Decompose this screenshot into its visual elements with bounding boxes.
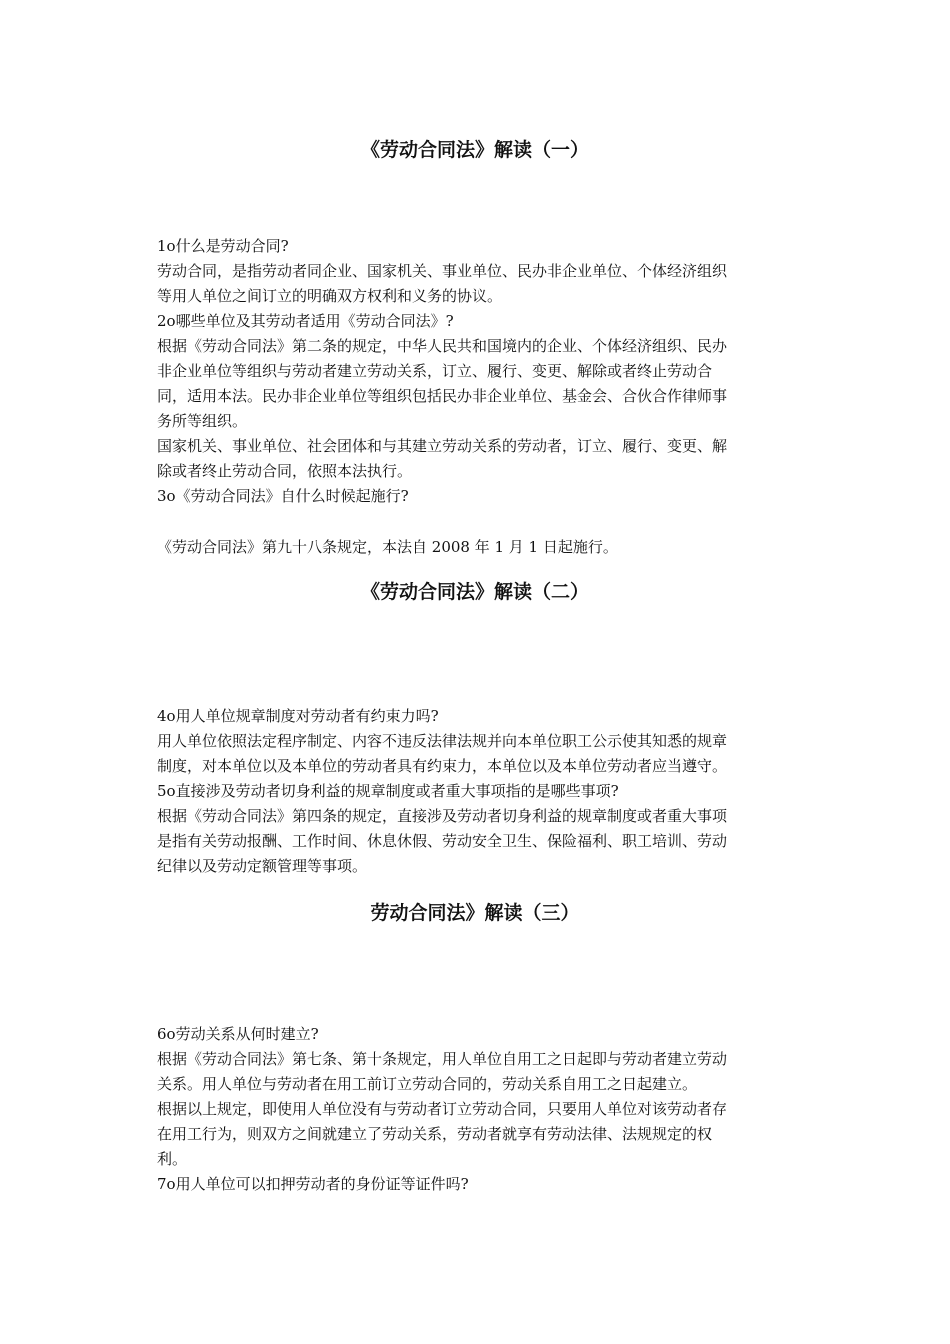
paragraph-line: 用人单位依照法定程序制定、内容不违反法律法规并向本单位职工公示使其知悉的规章: [157, 732, 728, 750]
paragraph-line: 《劳动合同法》第九十八条规定，本法自 2008 年 1 月 1 日起施行。: [157, 538, 618, 556]
paragraph-line: 同，适用本法。民办非企业单位等组织包括民办非企业单位、基金会、合伙合作律师事: [157, 387, 728, 405]
paragraph-line: 劳动合同，是指劳动者同企业、国家机关、事业单位、民办非企业单位、个体经济组织: [157, 262, 728, 280]
paragraph-line: 根据《劳动合同法》第七条、第十条规定，用人单位自用工之日起即与劳动者建立劳动: [157, 1050, 728, 1068]
question-5: 5ο直接涉及劳动者切身利益的规章制度或者重大事项指的是哪些事项?: [157, 782, 619, 800]
question-3: 3ο《劳动合同法》自什么时候起施行?: [157, 487, 409, 505]
question-7: 7ο用人单位可以扣押劳动者的身份证等证件吗?: [157, 1175, 469, 1193]
section-2-title: 《劳动合同法》解读（二）: [360, 581, 589, 603]
paragraph-line: 制度，对本单位以及本单位的劳动者具有约束力，本单位以及本单位劳动者应当遵守。: [157, 757, 728, 775]
paragraph-line: 利。: [157, 1150, 188, 1168]
paragraph-line: 根据《劳动合同法》第二条的规定，中华人民共和国境内的企业、个体经济组织、民办: [157, 337, 728, 355]
paragraph-line: 国家机关、事业单位、社会团体和与其建立劳动关系的劳动者，订立、履行、变更、解: [157, 437, 728, 455]
paragraph-line: 是指有关劳动报酬、工作时间、休息休假、劳动安全卫生、保险福利、职工培训、劳动: [157, 832, 728, 850]
section-2-body: [157, 704, 797, 879]
section-1-body: [157, 234, 797, 560]
paragraph-line: 等用人单位之间订立的明确双方权利和义务的协议。: [157, 287, 503, 305]
paragraph-line: 除或者终止劳动合同，依照本法执行。: [157, 462, 413, 480]
paragraph-line: 根据以上规定，即使用人单位没有与劳动者订立劳动合同，只要用人单位对该劳动者存: [157, 1100, 728, 1118]
paragraph-line: 纪律以及劳动定额管理等事项。: [157, 857, 368, 875]
section-1-title: 《劳动合同法》解读（一）: [360, 139, 589, 161]
paragraph-line: 务所等组织。: [157, 412, 248, 430]
section-3-title: 劳动合同法》解读（三）: [370, 902, 580, 924]
paragraph-line: 根据《劳动合同法》第四条的规定，直接涉及劳动者切身利益的规章制度或者重大事项: [157, 807, 728, 825]
paragraph-line: 关系。用人单位与劳动者在用工前订立劳动合同的，劳动关系自用工之日起建立。: [157, 1075, 698, 1093]
blank-gap: [157, 509, 797, 535]
question-1: 1ο什么是劳动合同?: [157, 237, 289, 255]
section-3-body: [157, 1022, 797, 1197]
question-2: 2ο哪些单位及其劳动者适用《劳动合同法》?: [157, 312, 454, 330]
paragraph-line: 在用工行为，则双方之间就建立了劳动关系，劳动者就享有劳动法律、法规规定的权: [157, 1125, 713, 1143]
paragraph-line: 非企业单位等组织与劳动者建立劳动关系，订立、履行、变更、解除或者终止劳动合: [157, 362, 713, 380]
question-4: 4ο用人单位规章制度对劳动者有约束力吗?: [157, 707, 439, 725]
question-6: 6ο劳动关系从何时建立?: [157, 1025, 319, 1043]
